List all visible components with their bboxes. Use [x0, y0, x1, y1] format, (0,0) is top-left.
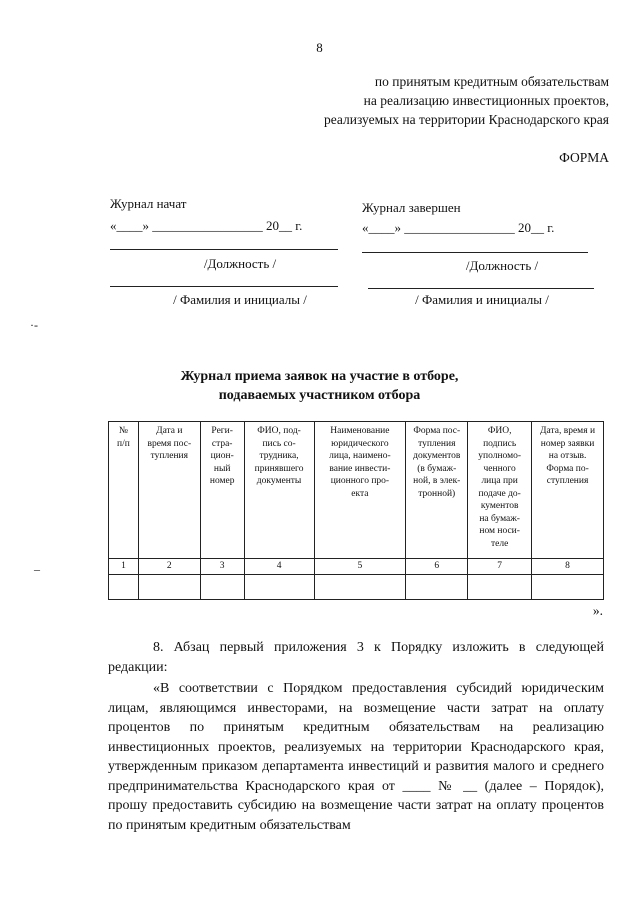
table-title-line: подаваемых участником отбора: [218, 388, 421, 403]
table-cell: [314, 574, 406, 599]
header-cell-text: Реги- стра- цион- ный номер: [209, 426, 235, 486]
header-cell-text: ФИО, под- пись со- трудника, принявшего документы: [254, 426, 304, 486]
column-number: 1: [109, 559, 139, 575]
header-cell: [468, 422, 532, 559]
journal-started-label: Журнал начат: [110, 196, 187, 211]
table-title: [0, 367, 639, 405]
header-cell-text: Форма пос- тупления документов (в бумаж- ной, в элек- тронной): [413, 426, 461, 499]
column-number: 2: [138, 559, 200, 575]
position-label: /Должность /: [203, 256, 277, 271]
page-number: 8: [316, 40, 323, 55]
header-line: по принятым кредитным обязательствам: [374, 74, 609, 89]
header-cell: [406, 422, 468, 559]
quote-paragraph: «В соответствии с Порядком предоставления субсидий юридическим лицам, являющимся инвесторами, на возмещение части затрат на оплату процентов по принятым кредитным обязательствам на реализацию инвестиционных проектов, реализуемых на территории Краснодарского края, утвержденным приказом департамента инвестиций и развития малого и среднего предпринимательства Краснодарского края от ____ № __ (далее – Порядок), прошу предоставить субсидию на возмещение части затрат на оплату процентов по принятым кредитным обязательствам: [108, 681, 604, 833]
table-header-row: [109, 422, 604, 559]
column-number: 7: [468, 559, 532, 575]
position-signature-line: [110, 249, 338, 250]
column-number: 3: [200, 559, 244, 575]
paragraph-8: 8. Абзац первый приложения 3 к Порядку изложить в следующей редакции:: [108, 640, 604, 675]
header-cell-text: № п/п: [117, 426, 130, 449]
name-signature-line: [110, 286, 338, 287]
journal-finished-label: Журнал завершен: [362, 200, 461, 215]
margin-mark: ·-: [30, 318, 38, 332]
header-cell-text: ФИО, подпись уполномо- ченного лица при подаче до- кументов на бумаж- ном носи- теле: [478, 426, 522, 549]
name-label: / Фамилия и инициалы /: [173, 292, 307, 307]
name-signature-line: [368, 288, 594, 289]
header-cell: [532, 422, 604, 559]
table-cell: [200, 574, 244, 599]
header-cell: [244, 422, 314, 559]
table-cell: [244, 574, 314, 599]
table-cell: [532, 574, 604, 599]
journal-finished-date: «____» _________________ 20__ г.: [362, 220, 555, 235]
column-number: 6: [406, 559, 468, 575]
column-number: 8: [532, 559, 604, 575]
journal-table: [108, 421, 604, 600]
position-label: /Должность /: [465, 258, 539, 273]
table-row: [109, 574, 604, 599]
column-number: 5: [314, 559, 406, 575]
header-cell-text: Дата и время пос- тупления: [147, 426, 192, 461]
header-cell: [109, 422, 139, 559]
header-line: на реализацию инвестиционных проектов,: [363, 93, 609, 108]
table-cell: [406, 574, 468, 599]
appendix-header: [324, 72, 609, 129]
table-cell: [109, 574, 139, 599]
closing-quote: ».: [592, 603, 603, 618]
header-cell-text: Дата, время и номер заявки на отзыв. Форма по- ступления: [540, 426, 596, 486]
table-title-line: Журнал приема заявок на участие в отборе,: [180, 369, 459, 384]
table-number-row: [109, 559, 604, 575]
journal-started-date: «____» _________________ 20__ г.: [110, 218, 303, 233]
column-number: 4: [244, 559, 314, 575]
position-signature-line: [362, 252, 588, 253]
header-cell: [138, 422, 200, 559]
header-cell: [200, 422, 244, 559]
table-cell: [138, 574, 200, 599]
margin-mark: –: [34, 562, 40, 576]
header-cell-text: Наименование юридического лица, наимено- вание инвести- ционного про- екта: [329, 426, 391, 499]
header-line: реализуемых на территории Краснодарского края: [324, 112, 609, 127]
header-cell: [314, 422, 406, 559]
name-label: / Фамилия и инициалы /: [415, 292, 549, 307]
table-cell: [468, 574, 532, 599]
form-label: ФОРМА: [559, 150, 609, 165]
